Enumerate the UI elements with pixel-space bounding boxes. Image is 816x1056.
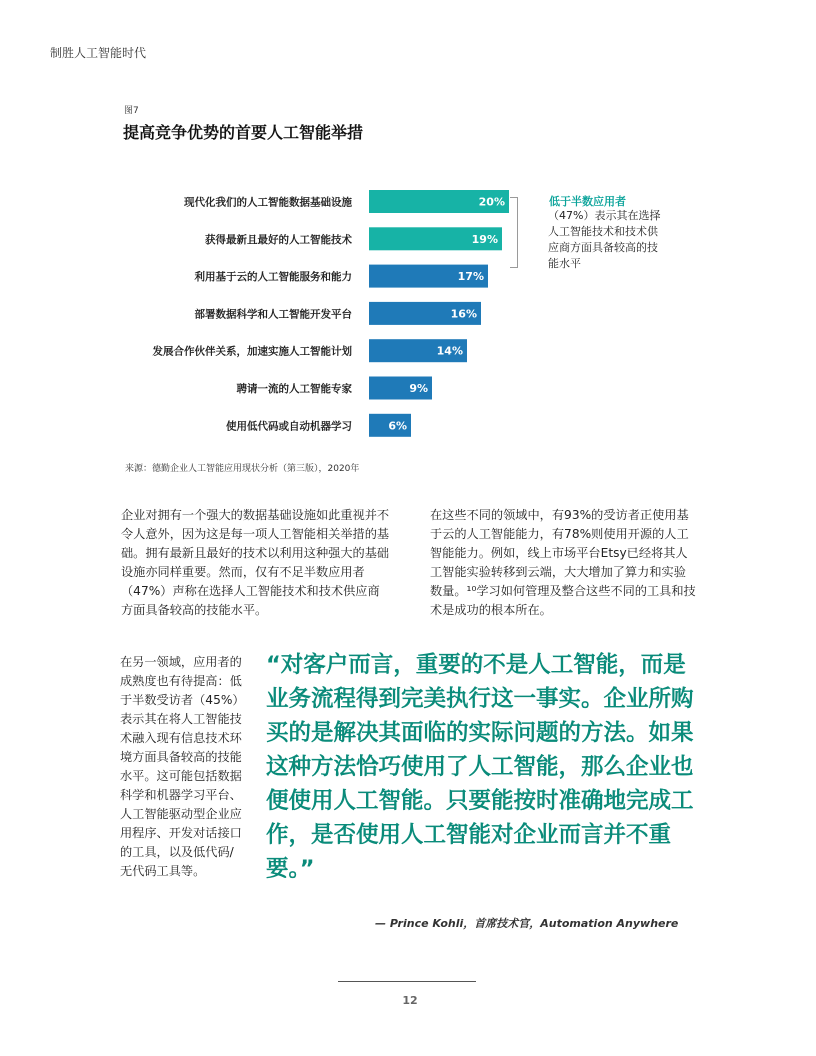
bar-value-label: 14% (436, 344, 463, 358)
pull-quote: “对客户而言，重要的不是人工智能，而是业务流程得到完美执行这一事实。企业所购买的是解决其面临的实际问题的方法。如果这种方法恰巧使用了人工智能，那么企业也便使用人工智能。只要能按时准确地完成工作，是否使用人工智能对企业而言并不重要。” (266, 652, 694, 882)
body-right-column: 在这些不同的领域中，有93%的受访者正使用基于云的人工智能能力，有78%则使用开源的人工智能能力。例如，线上市场平台Etsy已经将其人工智能实验转移到云端，大大增加了算力和实验数量。¹⁰学习如何管理及整合这些不同的工具和技术是成功的根本所在。 (430, 508, 696, 617)
bar-category-label: 利用基于云的人工智能服务和能力 (194, 271, 352, 284)
figure-label: 图7 (124, 106, 139, 116)
body-narrow-column: 在另一领域，应用者的成熟度也有待提高：低于半数受访者（45%）表示其在将人工智能技术融入现有信息技术环境方面具备较高的技能水平。这可能包括数据科学和机器学习平台、人工智能驱动型企业应用程序、开发对话接口的工具，以及低代码/无代码工具等。 (120, 655, 245, 878)
footer-rule (338, 981, 476, 982)
bar-category-label: 聘请一流的人工智能专家 (236, 383, 352, 395)
bar-value-label: 19% (471, 232, 498, 246)
bar-category-label: 发展合作伙伴关系，加速实施人工智能计划 (152, 345, 352, 358)
bar-category-label: 现代化我们的人工智能数据基础设施 (184, 196, 352, 209)
bar-category-label: 部署数据科学和人工智能开发平台 (194, 308, 352, 321)
callout-title: 低于半数应用者 (549, 195, 626, 208)
bar-category-label: 使用低代码或自动机器学习 (226, 420, 352, 433)
figure-title: 提高竞争优势的首要人工智能举措 (123, 123, 364, 142)
bar-value-label: 17% (457, 270, 484, 284)
figure-source: 来源：德勤企业人工智能应用现状分析（第三版），2020年 (125, 464, 360, 474)
callout-bracket-bottom (510, 267, 518, 268)
bar-category-label: 获得最新且最好的人工智能技术 (205, 233, 352, 246)
bar-value-label: 9% (409, 382, 428, 395)
callout-bracket (517, 197, 528, 267)
page-number: 12 (402, 994, 418, 1007)
bar-value-label: 20% (478, 195, 505, 209)
callout-body: （47%）表示其在选择人工智能技术和技术供应商方面具备较高的技能水平 (548, 209, 661, 270)
bar-value-label: 6% (388, 419, 407, 433)
body-left-column: 企业对拥有一个强大的数据基础设施如此重视并不令人意外，因为这是每一项人工智能相关举措的基础。拥有最新且最好的技术以利用这种强大的基础设施亦同样重要。然而，仅有不足半数应用者（47%）声称在选择人工智能技术和技术供应商方面具备较高的技能水平。 (121, 508, 390, 617)
running-title: 制胜人工智能时代 (50, 46, 147, 60)
quote-attribution: — Prince Kohli，首席技术官，Automation Anywhere (375, 917, 679, 930)
bar-value-label: 16% (450, 307, 477, 321)
bar-chart (0, 0, 816, 460)
